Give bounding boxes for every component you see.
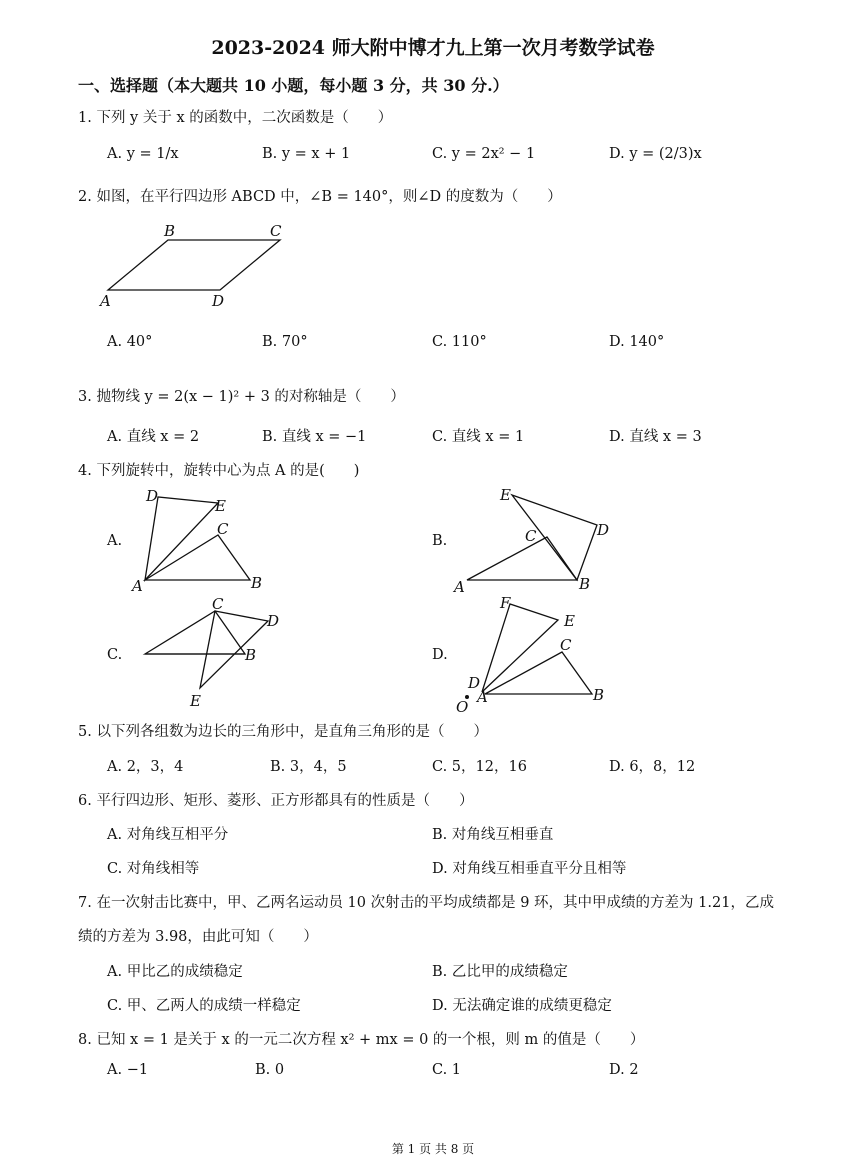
section-heading: 一、选择题（本大题共 10 小题，每小题 3 分，共 30 分.） <box>78 76 509 95</box>
q4-option-d: D. <box>432 647 448 663</box>
question-4-stem: 4. 下列旋转中，旋转中心为点 A 的是( ) <box>78 463 360 479</box>
q6-option-b: B. 对角线互相垂直 <box>432 827 554 843</box>
question-7-stem-line-2: 绩的方差为 3.98，由此可知（ ） <box>78 929 318 945</box>
figure-label-d: D <box>212 292 225 310</box>
q3-option-a: A. 直线 x = 2 <box>107 429 200 445</box>
page-title: 2023-2024 师大附中博才九上第一次月考数学试卷 <box>211 37 655 59</box>
q5-option-d: D. 6，8，12 <box>609 759 696 775</box>
question-7-stem-line-1: 7. 在一次射击比赛中，甲、乙两名运动员 10 次射击的平均成绩都是 9 环，其中甲成绩的方差为 1.21，乙成 <box>78 895 774 911</box>
svg-text:C: C <box>217 520 229 538</box>
parallelogram-shape <box>108 240 280 290</box>
parallelogram-figure <box>100 220 300 315</box>
question-3-stem: 3. 抛物线 y = 2(x − 1)² + 3 的对称轴是（ ） <box>78 389 405 405</box>
q1-option-a: A. y = 1/x <box>107 146 179 162</box>
q6-option-d: D. 对角线互相垂直平分且相等 <box>432 861 627 877</box>
q5-option-b: B. 3，4，5 <box>270 759 347 775</box>
q3-option-c: C. 直线 x = 1 <box>432 429 525 445</box>
svg-text:D: D <box>597 521 610 539</box>
q8-option-d: D. 2 <box>609 1062 639 1078</box>
svg-text:A: A <box>454 578 465 596</box>
q6-option-a: A. 对角线互相平分 <box>107 827 229 843</box>
svg-text:B: B <box>245 646 257 664</box>
q4-option-c: C. <box>107 647 123 663</box>
svg-text:D: D <box>468 674 481 692</box>
q5-option-a: A. 2，3，4 <box>107 759 184 775</box>
question-2-stem: 2. 如图，在平行四边形 ABCD 中，∠B = 140°，则∠D 的度数为（ ） <box>78 189 562 205</box>
svg-text:A: A <box>132 577 143 595</box>
page-footer: 第 1 页 共 8 页 <box>391 1142 475 1156</box>
q1-option-b: B. y = x + 1 <box>262 146 351 162</box>
svg-text:E: E <box>500 486 511 504</box>
q4-option-a: A. <box>107 533 123 549</box>
rotation-figure-a <box>128 485 268 595</box>
svg-text:C: C <box>212 595 224 613</box>
question-1-stem: 1. 下列 y 关于 x 的函数中，二次函数是（ ） <box>78 110 393 126</box>
rotation-figure-b <box>452 485 622 595</box>
q1-option-d: D. y = (2/3)x <box>609 146 702 162</box>
q7-option-a: A. 甲比乙的成绩稳定 <box>107 964 243 980</box>
svg-text:F: F <box>500 594 511 612</box>
svg-text:E: E <box>564 612 575 630</box>
svg-text:B: B <box>593 686 605 704</box>
q3-option-d: D. 直线 x = 3 <box>609 429 702 445</box>
q1-option-c: C. y = 2x² − 1 <box>432 146 536 162</box>
q8-option-b: B. 0 <box>255 1062 285 1078</box>
q7-option-b: B. 乙比甲的成绩稳定 <box>432 964 568 980</box>
svg-text:B: B <box>579 575 591 593</box>
q7-option-c: C. 甲、乙两人的成绩一样稳定 <box>107 998 301 1014</box>
figure-label-a: A <box>100 292 111 310</box>
figure-label-c: C <box>270 222 282 240</box>
question-6-stem: 6. 平行四边形、矩形、菱形、正方形都具有的性质是（ ） <box>78 793 474 809</box>
q5-option-c: C. 5，12，16 <box>432 759 527 775</box>
q2-option-b: B. 70° <box>262 334 308 350</box>
q2-option-c: C. 110° <box>432 334 487 350</box>
svg-text:E: E <box>215 497 226 515</box>
rotation-figure-d <box>450 594 620 714</box>
rotation-figure-c <box>140 596 290 711</box>
svg-text:B: B <box>251 574 263 592</box>
svg-text:C: C <box>525 527 537 545</box>
svg-text:D: D <box>267 612 280 630</box>
question-5-stem: 5. 以下列各组数为边长的三角形中，是直角三角形的是（ ） <box>78 724 488 740</box>
svg-text:C: C <box>560 636 572 654</box>
figure-label-b: B <box>164 222 176 240</box>
svg-text:E: E <box>190 692 201 710</box>
q7-option-d: D. 无法确定谁的成绩更稳定 <box>432 998 612 1014</box>
svg-text:D: D <box>146 487 159 505</box>
question-8-stem: 8. 已知 x = 1 是关于 x 的一元二次方程 x² + mx = 0 的一个根，则 m 的值是（ ） <box>78 1032 645 1048</box>
q8-option-c: C. 1 <box>432 1062 462 1078</box>
q6-option-c: C. 对角线相等 <box>107 861 200 877</box>
q3-option-b: B. 直线 x = −1 <box>262 429 367 445</box>
q2-option-a: A. 40° <box>107 334 153 350</box>
q8-option-a: A. −1 <box>107 1062 149 1078</box>
q2-option-d: D. 140° <box>609 334 665 350</box>
svg-text:A: A <box>477 688 488 706</box>
q4-option-b: B. <box>432 533 448 549</box>
svg-text:O: O <box>456 698 469 716</box>
